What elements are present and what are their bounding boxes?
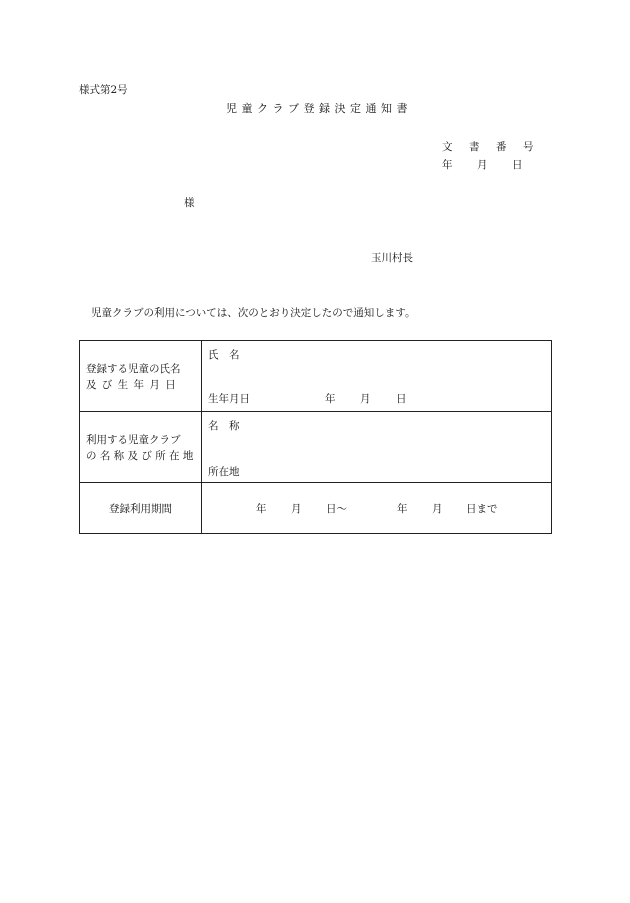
date-month: 月	[477, 159, 488, 171]
child-label-line2: 及 び 生 年 月 日	[86, 379, 177, 391]
club-label-line2: の 名 称 及 び 所 在 地	[86, 450, 194, 462]
birthdate-day: 日	[396, 393, 407, 405]
period-label-cell	[80, 483, 202, 534]
period-to-year: 年	[397, 503, 408, 515]
period-to-month: 月	[432, 503, 443, 515]
birthdate-field-label: 生年月日	[208, 393, 250, 405]
child-label-cell	[80, 341, 202, 412]
period-from-day: 日〜	[326, 503, 347, 515]
birthdate-month: 月	[360, 393, 371, 405]
notice-statement: 児童クラブの利用については、次のとおり決定したので通知します。	[91, 307, 416, 319]
child-label-line1: 登録する児童の氏名	[86, 363, 181, 375]
birthdate-year: 年	[325, 393, 336, 405]
club-label-line1: 利用する児童クラブ	[86, 434, 181, 446]
table-row	[80, 483, 552, 534]
registration-table	[79, 340, 552, 534]
period-from-month: 月	[291, 503, 302, 515]
period-value-cell	[202, 483, 552, 534]
club-name-field-label: 名 称	[208, 420, 240, 432]
club-value-cell	[202, 412, 552, 483]
form-number: 様式第2号	[79, 84, 128, 96]
issuer-name: 玉川村長	[371, 252, 413, 264]
club-location-field-label: 所在地	[208, 466, 240, 478]
club-label-cell	[80, 412, 202, 483]
table-row	[80, 341, 552, 412]
document-number-label: 文 書 番 号	[442, 141, 537, 153]
name-field-label: 氏 名	[208, 349, 240, 361]
period-to-day: 日まで	[466, 503, 498, 515]
document-title: 児童クラブ登録決定通知書	[226, 102, 412, 115]
period-from-year: 年	[256, 503, 267, 515]
table-row	[80, 412, 552, 483]
period-label: 登録利用期間	[109, 503, 172, 515]
child-value-cell	[202, 341, 552, 412]
date-year: 年	[442, 159, 453, 171]
recipient-honorific: 様	[184, 197, 195, 209]
date-day: 日	[512, 159, 523, 171]
